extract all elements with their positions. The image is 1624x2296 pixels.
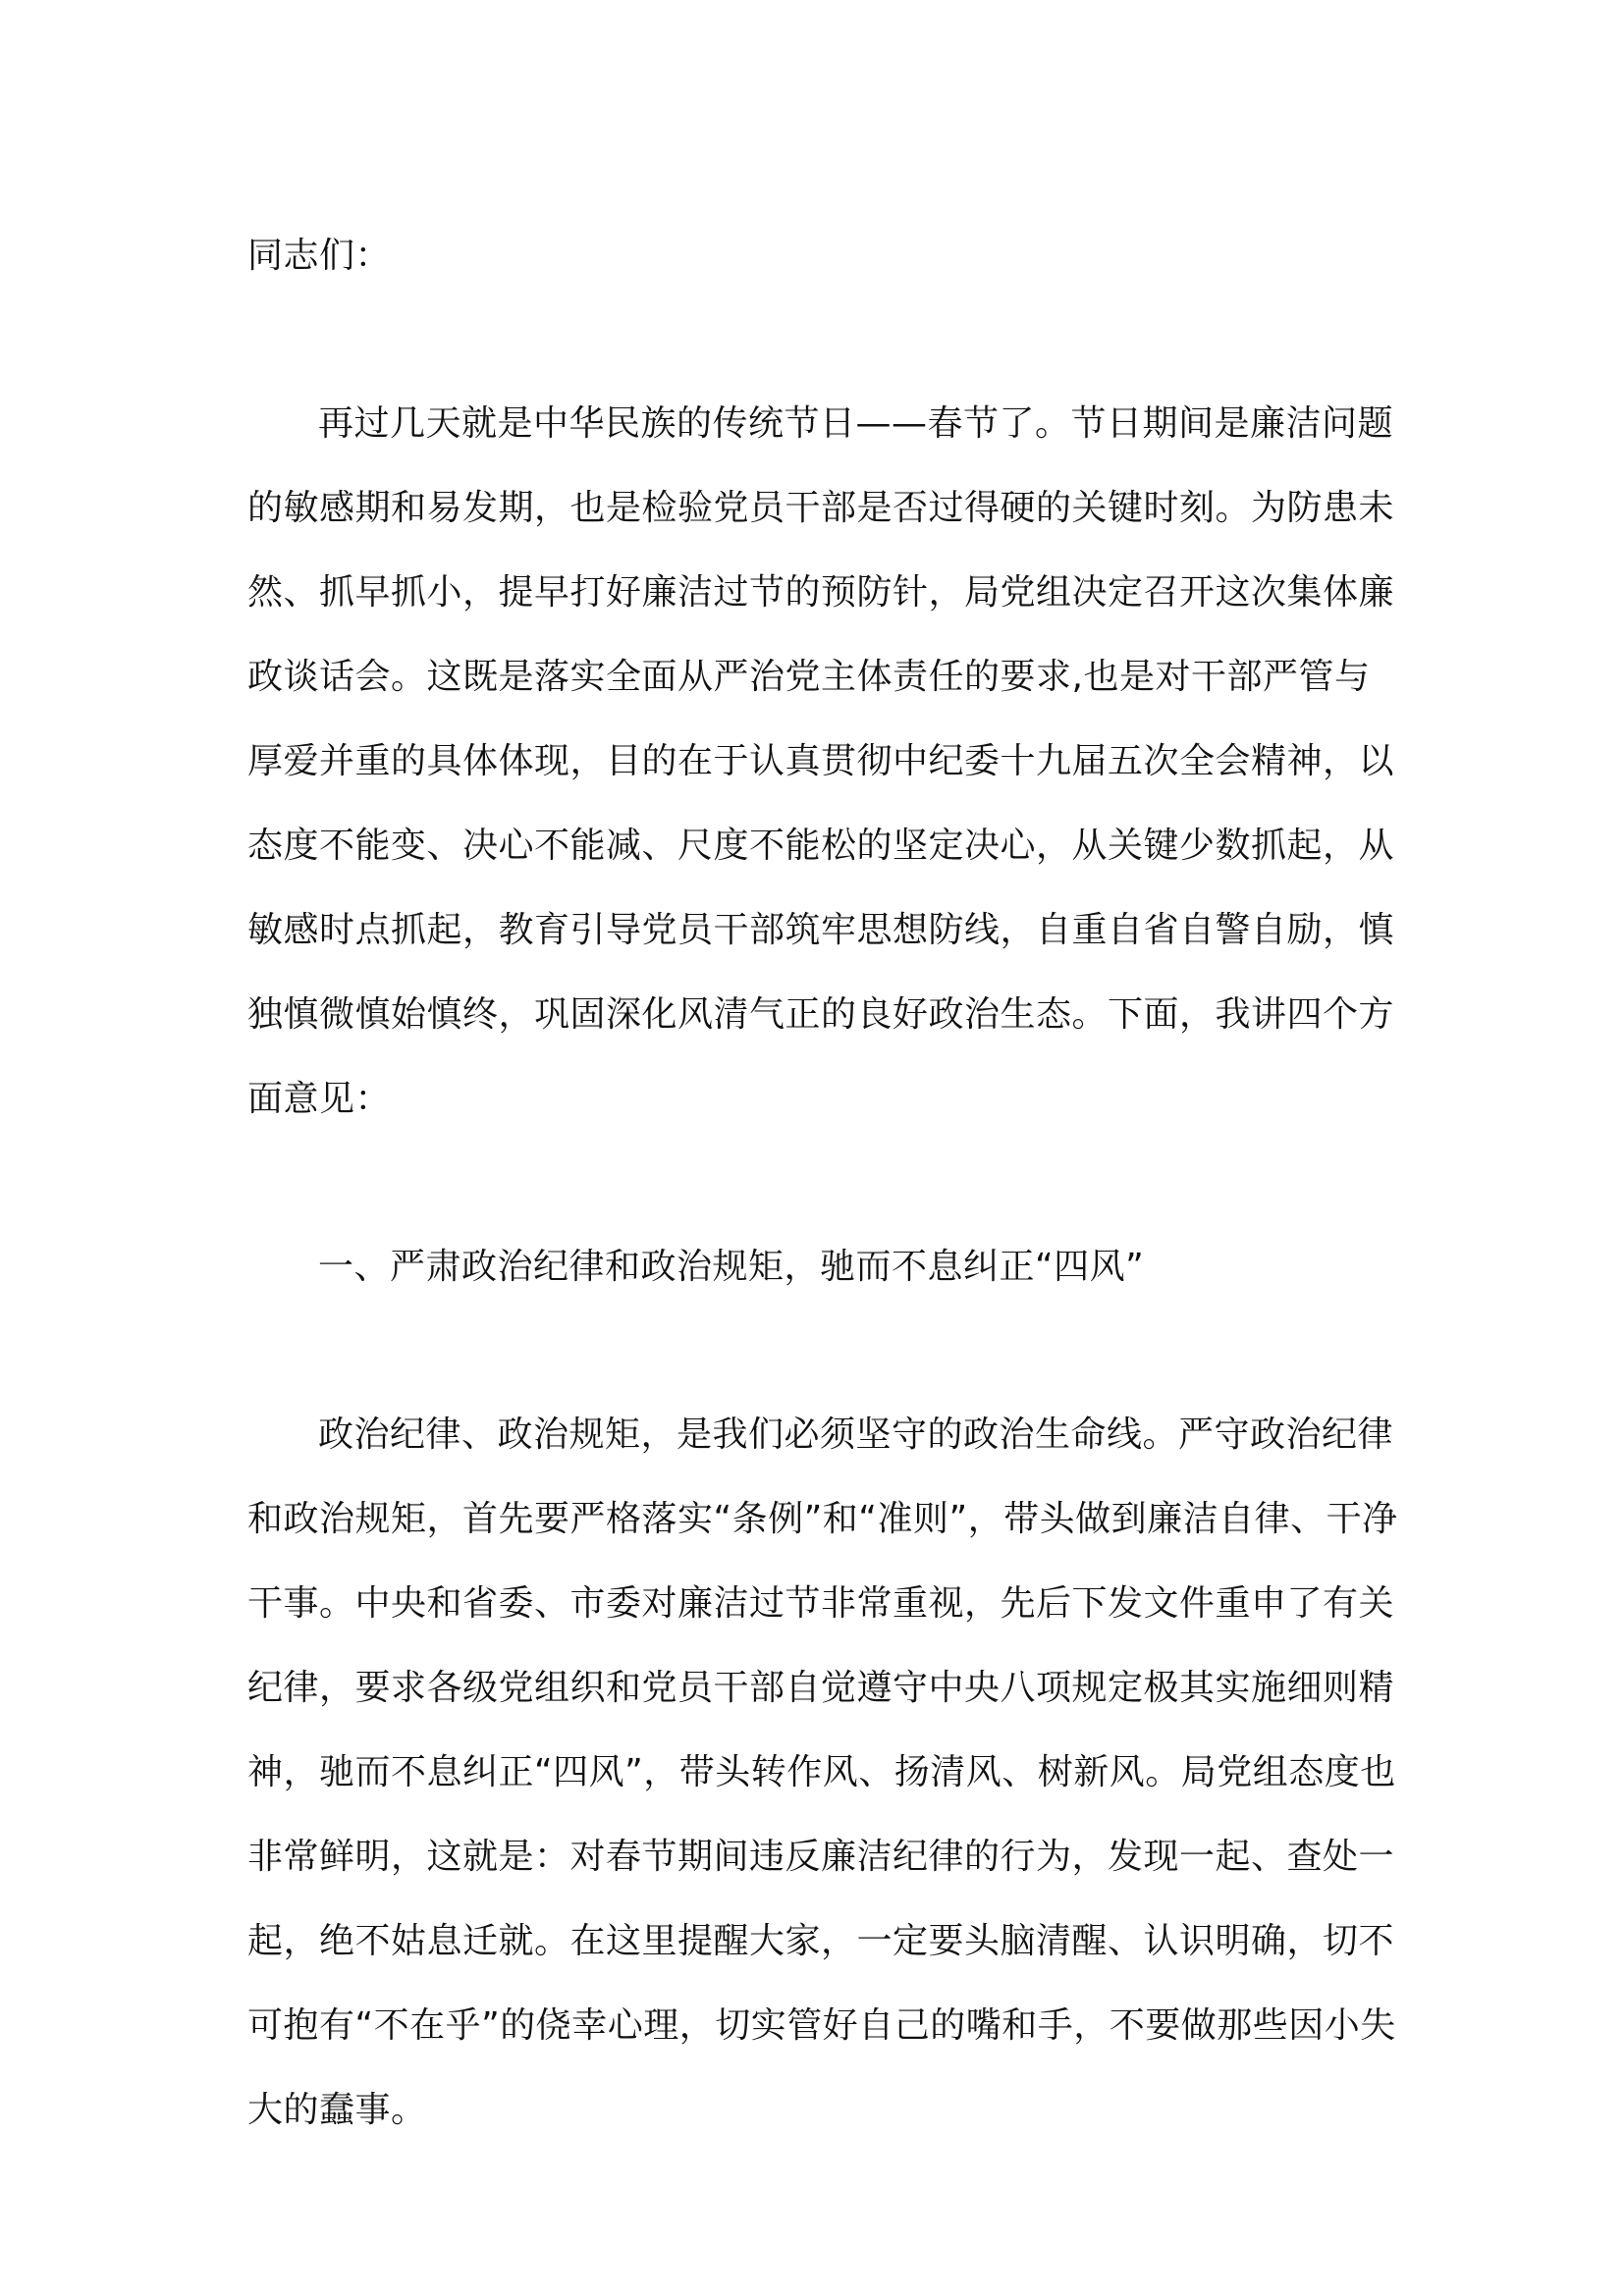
paragraph-line: 厚爱并重的具体体现，目的在于认真贯彻中纪委十九届五次全会精神，以 <box>247 741 1395 781</box>
paragraph-line: 敏感时点抓起，教育引导党员干部筑牢思想防线，自重自省自警自励，慎 <box>247 910 1395 950</box>
paragraph-line: 面意见： <box>247 1079 392 1119</box>
paragraph-line: 独慎微慎始慎终，巩固深化风清气正的良好政治生态。下面，我讲四个方 <box>247 994 1395 1035</box>
paragraph-line: 政谈话会。这既是落实全面从严治党主体责任的要求,也是对干部严管与 <box>247 657 1371 697</box>
paragraph-gap <box>247 311 1386 395</box>
paragraph-line: 非常鲜明，这就是：对春节期间违反廉洁纪律的行为，发现一起、查处一 <box>247 1837 1395 1877</box>
paragraph-line: 态度不能变、决心不能减、尺度不能松的坚定决心，从关键少数抓起，从 <box>247 826 1395 866</box>
paragraph-line: 神，驰而不息纠正“四风”，带头转作风、扬清风、树新风。局党组态度也 <box>247 1752 1396 1792</box>
document-body <box>247 227 1398 2165</box>
paragraph-line: 政治纪律、政治规矩，是我们必须坚守的政治生命线。严守政治纪律 <box>318 1415 1394 1455</box>
paragraph-gap <box>247 1322 1386 1406</box>
section-heading: 一、严肃政治纪律和政治规矩，驰而不息纠正“四风” <box>318 1247 1145 1287</box>
salutation: 同志们： <box>247 236 392 276</box>
paragraph-gap <box>247 1154 1386 1238</box>
paragraph-line: 再过几天就是中华民族的传统节日——春节了。节日期间是廉洁问题 <box>318 403 1394 444</box>
section-paragraph <box>247 1406 1398 2165</box>
paragraph-line: 的敏感期和易发期，也是检验党员干部是否过得硬的关键时刻。为防患未 <box>247 488 1395 528</box>
paragraph-line: 可抱有“不在乎”的侥幸心理，切实管好自己的嘴和手，不要做那些因小失 <box>247 2005 1396 2046</box>
intro-paragraph <box>247 395 1395 1154</box>
paragraph-line: 和政治规矩，首先要严格落实“条例”和“准则”，带头做到廉洁自律、干净 <box>247 1499 1398 1539</box>
paragraph-line: 然、抓早抓小，提早打好廉洁过节的预防针，局党组决定召开这次集体廉 <box>247 572 1395 613</box>
paragraph-line: 干事。中央和省委、市委对廉洁过节非常重视，先后下发文件重申了有关 <box>247 1583 1395 1624</box>
paragraph-line: 起，绝不姑息迁就。在这里提醒大家，一定要头脑清醒、认识明确，切不 <box>247 1921 1395 1961</box>
paragraph-line: 纪律，要求各级党组织和党员干部自觉遵守中央八项规定极其实施细则精 <box>247 1668 1395 1708</box>
paragraph-line: 大的蠢事。 <box>247 2090 427 2130</box>
